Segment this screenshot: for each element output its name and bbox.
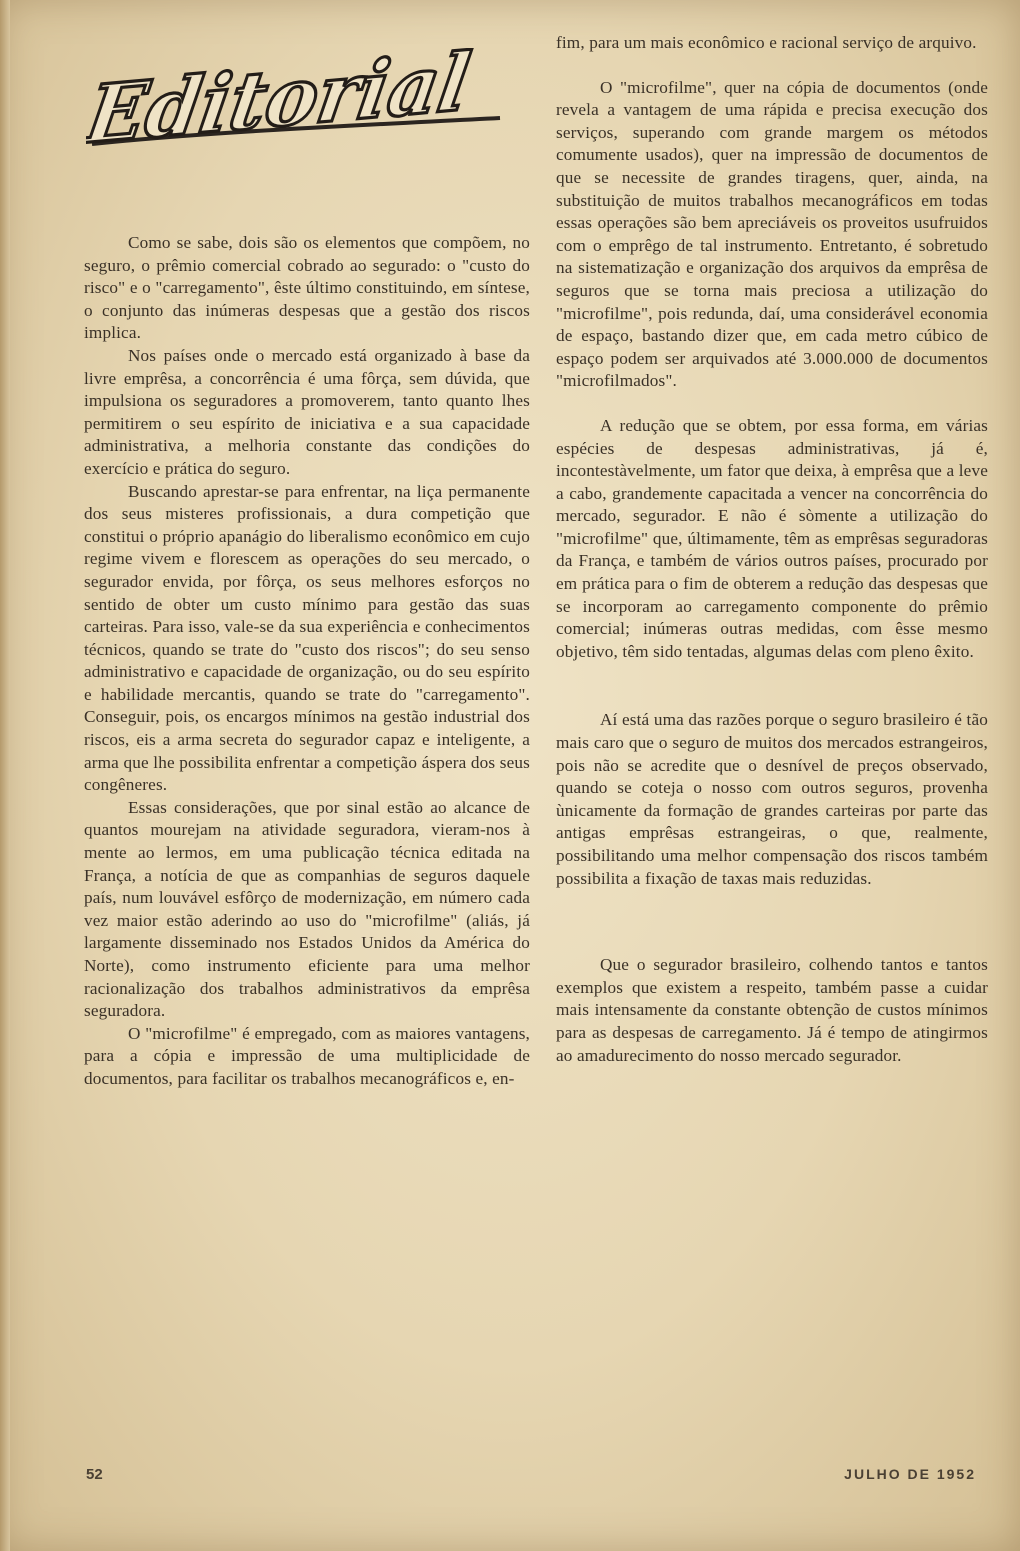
left-column <box>84 232 530 1091</box>
paragraph: fim, para um mais econômico e racional serviço de arquivo. <box>556 33 977 52</box>
editorial-masthead <box>86 48 506 158</box>
paragraph: Nos países onde o mercado está organizado à base da livre emprêsa, a concorrência é uma fôrça, sem dúvida, que impulsiona os seguradores a promoverem, tanto quanto lhes permitirem o seu espírito de iniciativa e a sua capacidade administrativa, a melhoria constante das condições do exercício e prática do seguro. <box>84 345 530 478</box>
paragraph: O "microfilme", quer na cópia de documentos (onde revela a vantagem de uma rápida e precisa execução dos serviços, superando com grande margem os métodos comumente usados), quer na impressão de documentos de que se necessite de grandes tiragens, quer, ainda, na substituição de muitos trabalhos mecanográficos em todas essas operações são bem apreciáveis os proveitos usufruidos com o emprêgo de tal instrumento. Entretanto, é sobretudo na sistematização e organização dos arquivos da emprêsa de seguros que se torna mais preciosa a utilização do "microfilme", pois redunda, daí, uma considerável economia de espaço, bastando dizer que, em cada metro cúbico de espaço podem ser arquivados até 3.000.000 de documentos "microfilmados". <box>556 77 988 391</box>
paragraph: O "microfilme" é empregado, com as maiores vantagens, para a cópia e impressão de uma multiplicidade de documentos, para facilitar os trabalhos mecanográficos e, en- <box>84 1023 530 1088</box>
paragraph: Buscando aprestar-se para enfrentar, na liça permanente dos seus misteres profissionais, a dura competição que constitui o próprio apanágio do liberalismo econômico em cujo regime vivem e florescem as operações do seu mercado, o segurador envida, por fôrça, os seus melhores esforços no sentido de obter um custo mínimo para gestão das suas carteiras. Para isso, vale-se da sua experiência e conhecimentos técnicos, quando se trate do "custo dos riscos"; do seu senso administrativo e capacidade de organização, ou do seu espírito e habilidade mercantis, quando se trate do "carregamento". Conseguir, pois, os encargos mínimos na gestão industrial dos riscos, eis a arma secreta do segurador capaz e inteligente, a arma que lhe possibilita enfrentar a competição áspera dos seus congêneres. <box>84 481 530 795</box>
paragraph: Essas considerações, que por sinal estão ao alcance de quantos mourejam na atividade seguradora, vieram-nos à mente ao lermos, em uma publicação técnica editada na França, a notícia de que as companhias de seguros daquele país, num louvável esfôrço de modernização, em número cada vez maior estão aderindo ao uso do "microfilme" (aliás, já largamente disseminado nos Estados Unidos da América do Norte), como instrumento eficiente para uma melhor racionalização dos trabalhos administrativos da emprêsa seguradora. <box>84 797 530 1021</box>
paragraph: Que o segurador brasileiro, colhendo tantos e tantos exemplos que existem a respeito, também passe a cuidar mais intensamente da constante obtenção de custos mínimos para as despesas de carregamento. Já é tempo de atingirmos ao amadurecimento do nosso mercado segurador. <box>556 955 988 1065</box>
paragraph: Aí está uma das razões porque o seguro brasileiro é tão mais caro que o seguro de muitos dos mercados estrangeiros, pois não se acredite que o desnível de preços observado, quando se coteja o nosso com outros seguros, provenha ùnicamente da formação de grandes carteiras por parte das antigas emprêsas estrangeiras, o que, realmente, possibilitando uma melhor compensação dos riscos também possibilita a fixação de taxas mais reduzidas. <box>556 710 988 888</box>
page-number: 52 <box>86 1466 103 1483</box>
editorial-logo <box>86 48 506 158</box>
page-edge <box>0 0 10 1551</box>
paragraph: A redução que se obtem, por essa forma, em várias espécies de despesas administrativas, já é, incontestàvelmente, um fator que deixa, à emprêsa que a leve a cabo, grandemente capacitada a vencer na concorrência do mercado, segurador. E não é sòmente a utilização do "microfilme" que, últimamente, têm as emprêsas seguradoras da França, e também de vários outros países, procurado por em prática para o fim de obterem a redução das despesas que se incorporam ao carregamento componente do prêmio comercial; inúmeras outras medidas, com êsse mesmo objetivo, têm sido tentadas, algumas delas com pleno êxito. <box>556 415 988 661</box>
issue-date: JULHO DE 1952 <box>844 1466 976 1482</box>
paragraph: Como se sabe, dois são os elementos que compõem, no seguro, o prêmio comercial cobrado ao segurado: o "custo do risco" e o "carregamento", êste último constituindo, em síntese, o conjunto das inúmeras despesas que a gestão dos riscos implica. <box>84 233 530 343</box>
right-column <box>556 32 988 1067</box>
svg-text:Editorial: Editorial <box>86 48 477 158</box>
